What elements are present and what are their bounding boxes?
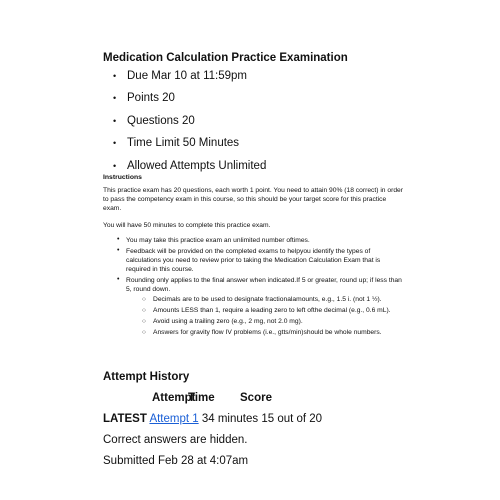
instructions-bullet: • You may take this practice exam an unlimited number oftimes.	[117, 236, 310, 244]
instructions-bullet-list	[117, 236, 402, 339]
bullet-icon: •	[117, 236, 120, 243]
attempt-row	[103, 413, 322, 425]
attempt-link[interactable]: Attempt 1	[149, 413, 199, 425]
sub-bullet: ○ Answers for gravity flow IV problems (i.e., gtts/min)should be whole numbers.	[142, 329, 382, 336]
circle-bullet-icon: ○	[142, 307, 146, 314]
answers-hidden-note: Correct answers are hidden.	[103, 434, 248, 446]
bullet-icon: •	[113, 93, 117, 104]
summary-attempts: • Allowed Attempts Unlimited	[113, 155, 266, 177]
bullet-icon: •	[113, 138, 117, 149]
sub-bullet: ○ Decimals are to be used to designate fractionalamounts, e.g., 1.5 i. (not 1 ½).	[142, 296, 382, 303]
bullet-icon: •	[113, 160, 117, 171]
summary-due: • Due Mar 10 at 11:59pm	[113, 65, 266, 87]
bullet-icon: •	[113, 71, 117, 81]
column-header-score: Score	[240, 392, 272, 404]
submitted-date: Submitted Feb 28 at 4:07am	[103, 455, 249, 467]
column-header-time: Time	[188, 392, 215, 404]
circle-bullet-icon: ○	[142, 329, 146, 336]
instructions-paragraph: This practice exam has 20 questions, each worth 1 point. You need to attain 90% (18 correct) in order to pass the competency exam in this course, so this should be your target score for this practice exam.	[103, 187, 403, 212]
bullet-icon: •	[113, 115, 117, 126]
sub-bullet: ○ Avoid using a trailing zero (e.g., 2 mg, not 2.0 mg).	[142, 318, 303, 325]
instructions-bullet: • Feedback will be provided on the completed exams to helpyou identify the types of calculations you need to review prior to taking the Medication Calculation Exam that is required in this course.	[117, 247, 381, 273]
page-title: Medication Calculation Practice Examination	[103, 52, 348, 64]
instructions-bullet: • Rounding only applies to the final answer when indicated.If 5 or greater, round up; if less than 5, round down. ○ Decimals are to be used to designate fractionalamounts, e.g., 1.5 i. (not 1 ½). ○ Amounts LESS than 1, require a leading zero to left ofthe decimal (e.g., 0.6 mL). ○ Avoid using a trailing zero (e.g., 2 mg, not 2.0 mg). ○ Answers for gravity flow IV problems (i.e., gtts/min)should be whole numbers.	[117, 276, 402, 336]
instructions-heading: Instructions	[103, 174, 142, 181]
quiz-summary-list	[113, 65, 266, 177]
instructions-time-paragraph: You will have 50 minutes to complete this practice exam.	[103, 222, 271, 229]
bullet-icon: •	[117, 276, 120, 283]
attempt-score: 15 out of 20	[261, 413, 323, 425]
summary-time-limit: • Time Limit 50 Minutes	[113, 132, 266, 154]
column-header-attempt: Attempt	[152, 392, 196, 404]
attempt-time: 34 minutes	[201, 413, 259, 425]
rounding-sub-list	[142, 295, 392, 337]
bullet-icon: •	[117, 247, 120, 254]
attempt-history-heading: Attempt History	[103, 371, 190, 383]
latest-label: LATEST	[103, 413, 147, 425]
summary-questions: • Questions 20	[113, 110, 266, 132]
circle-bullet-icon: ○	[142, 318, 146, 325]
sub-bullet: ○ Amounts LESS than 1, require a leading zero to left ofthe decimal (e.g., 0.6 mL).	[142, 307, 391, 314]
summary-points: • Points 20	[113, 87, 266, 109]
circle-bullet-icon: ○	[142, 296, 146, 303]
